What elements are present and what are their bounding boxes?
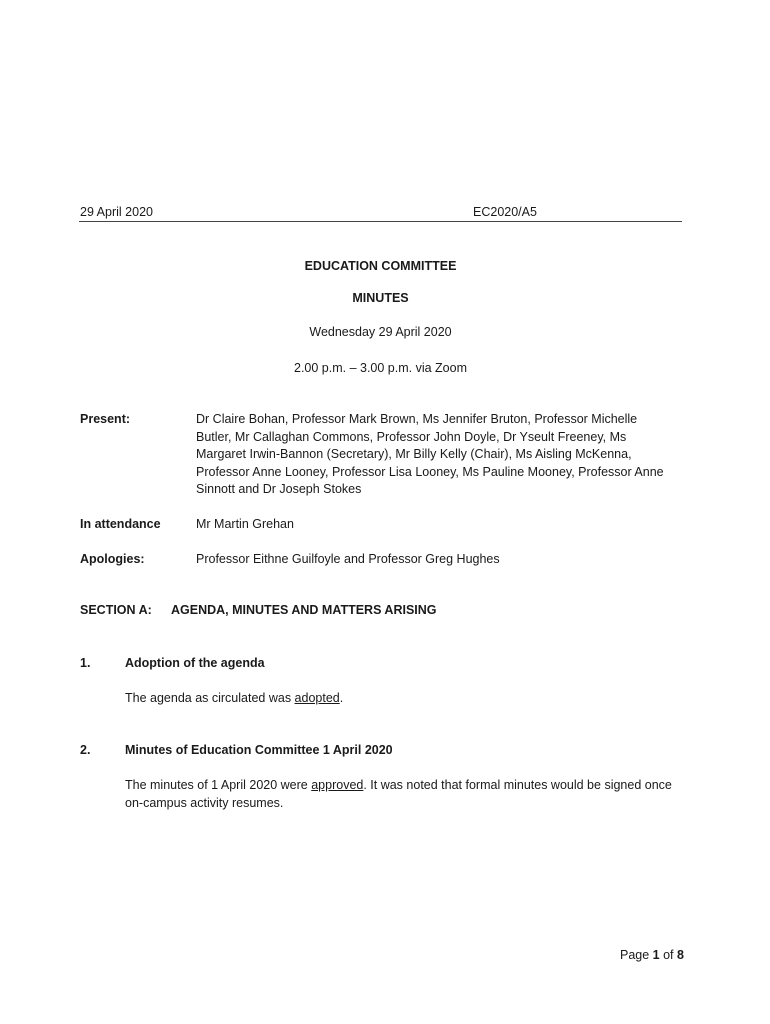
page-mid: of: [659, 948, 677, 962]
item-number: 2.: [80, 743, 91, 757]
item-decision: approved: [311, 778, 364, 792]
document-type: MINUTES: [352, 291, 409, 305]
meeting-time: 2.00 p.m. – 3.00 p.m. via Zoom: [294, 361, 467, 375]
in-attendance-list: Mr Martin Grehan: [196, 517, 294, 531]
item-heading: Adoption of the agenda: [125, 656, 265, 670]
page-total: 8: [677, 948, 684, 962]
item-heading: Minutes of Education Committee 1 April 2020: [125, 743, 393, 757]
section-title: AGENDA, MINUTES AND MATTERS ARISING: [171, 603, 437, 617]
present-label: Present:: [80, 412, 131, 426]
item-body: [125, 777, 673, 812]
item-text: .: [339, 691, 344, 705]
meeting-date: Wednesday 29 April 2020: [309, 325, 452, 339]
present-list: Dr Claire Bohan, Professor Mark Brown, Ms Jennifer Bruton, Professor Michelle Butler, Mr Callaghan Commons, Professor John Doyle, Dr Yseult Freeney, Ms Margaret Irwin-Bannon (Secretary), Mr Billy Kelly (Chair), Ms Aisling McKenna, Professor Anne Looney, Professor Lisa Looney, Ms Pauline Mooney, Professor Anne Sinnott and Dr Joseph Stokes: [196, 412, 664, 496]
apologies-label: Apologies:: [80, 552, 145, 566]
header-date: 29 April 2020: [80, 205, 153, 219]
section-label: SECTION A:: [80, 603, 152, 617]
header-reference: EC2020/A5: [473, 205, 537, 219]
in-attendance-label: In attendance: [80, 517, 161, 531]
item-text: The agenda as circulated was: [125, 691, 295, 705]
page-prefix: Page: [620, 948, 653, 962]
item-body: [125, 690, 675, 708]
page-current: 1: [652, 948, 660, 962]
committee-title: EDUCATION COMMITTEE: [304, 259, 457, 273]
apologies-list: Professor Eithne Guilfoyle and Professor Greg Hughes: [196, 552, 500, 566]
header-rule: [79, 221, 682, 222]
item-decision: adopted: [294, 691, 340, 705]
item-text: . It was noted that formal minutes would be signed once on-campus activity resumes.: [125, 778, 672, 810]
page-number: [620, 948, 684, 962]
item-number: 1.: [80, 656, 91, 670]
item-text: The minutes of 1 April 2020 were: [125, 778, 312, 792]
